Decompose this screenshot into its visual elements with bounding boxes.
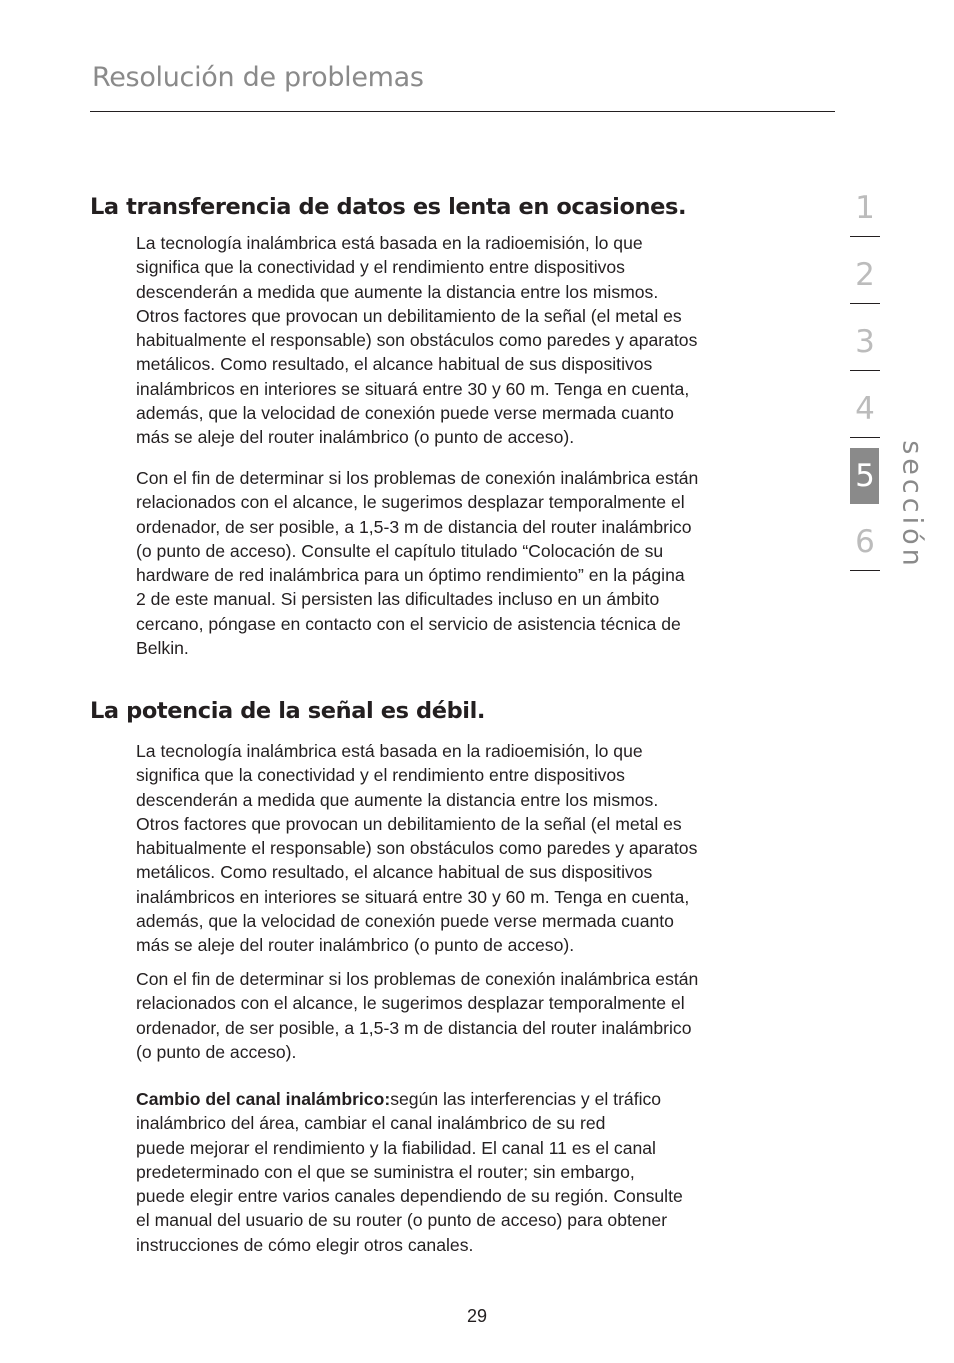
paragraph (136, 466, 801, 660)
section-nav-item-5-active[interactable] (850, 448, 880, 504)
text-line: relacionados con el alcance, le sugerimos desplazar temporalmente el (136, 993, 685, 1014)
text-line: metálicos. Como resultado, el alcance habitual de sus dispositivos (136, 862, 653, 883)
text-line: Con el fin de determinar si los problemas de conexión inalámbrica están (136, 468, 699, 488)
text-line: Otros factores que provocan un debilitamiento de la señal (el metal es (136, 305, 682, 326)
section-nav-item-3[interactable] (850, 314, 880, 371)
section-number: 2 (855, 257, 875, 293)
text-line: descenderán a medida que aumente la distancia entre los mismos. (136, 789, 659, 810)
text-line: puede mejorar el rendimiento y la fiabilidad. El canal 11 es el canal (136, 1137, 656, 1158)
section-side-label: sección (896, 440, 928, 570)
text-line: además, que la velocidad de conexión puede verse mermada cuanto (136, 403, 674, 424)
page-number: 29 (466, 1306, 488, 1326)
text-line: ordenador, de ser posible, a 1,5-3 m de distancia del router inalámbrico (136, 516, 692, 537)
text-line: La tecnología inalámbrica está basada en la radioemisión, lo que (136, 741, 643, 761)
text-line: Belkin. (136, 638, 189, 659)
section-heading-slow-transfer: La transferencia de datos es lenta en ocasiones. (90, 194, 687, 220)
section-nav-item-4[interactable] (850, 381, 880, 438)
section-number: 4 (855, 391, 875, 427)
text-line: cercano, póngase en contacto con el servicio de asistencia técnica de (136, 613, 681, 634)
note-paragraph-channel-change (136, 1087, 801, 1257)
text-line: Otros factores que provocan un debilitamiento de la señal (el metal es (136, 813, 682, 834)
text-line: más se aleje del router inalámbrico (o punto de acceso). (136, 427, 575, 448)
text-line: inalámbrico del área, cambiar el canal inalámbrico de su red (136, 1113, 606, 1134)
paragraph (136, 231, 801, 450)
text-line: La tecnología inalámbrica está basada en la radioemisión, lo que (136, 233, 643, 253)
text-line: hardware de red inalámbrica para un óptimo rendimiento” en la página (136, 565, 685, 586)
text-line (136, 1087, 801, 1111)
section-nav-item-2[interactable] (850, 247, 880, 304)
text-line: inalámbricos en interiores se situará entre 30 y 60 m. Tenga en cuenta, (136, 886, 690, 907)
text-line: metálicos. Como resultado, el alcance habitual de sus dispositivos (136, 354, 653, 375)
text-line: además, que la velocidad de conexión puede verse mermada cuanto (136, 911, 674, 932)
section-number: 5 (855, 458, 875, 494)
text-line: habitualmente el responsable) son obstáculos como paredes y aparatos (136, 330, 698, 351)
text-line: ordenador, de ser posible, a 1,5-3 m de distancia del router inalámbrico (136, 1017, 692, 1038)
section-number: 3 (855, 324, 875, 360)
text-line: el manual del usuario de su router (o punto de acceso) para obtener (136, 1210, 668, 1231)
text-line: significa que la conectividad y el rendimiento entre dispositivos (136, 765, 625, 786)
section-number: 1 (855, 190, 875, 226)
text-line: habitualmente el responsable) son obstáculos como paredes y aparatos (136, 838, 698, 859)
paragraph (136, 967, 801, 1064)
text-line: predeterminado con el que se suministra el router; sin embargo, (136, 1161, 635, 1182)
note-first-line: según las interferencias y el tráfico (390, 1089, 662, 1109)
header-rule (90, 111, 835, 112)
section-nav-item-1[interactable] (850, 180, 880, 237)
text-line: (o punto de acceso). Consulte el capítulo titulado “Colocación de su (136, 540, 664, 561)
text-line: relacionados con el alcance, le sugerimos desplazar temporalmente el (136, 492, 685, 513)
text-line: instrucciones de cómo elegir otros canales. (136, 1234, 474, 1255)
text-line: puede elegir entre varios canales dependiendo de su región. Consulte (136, 1186, 683, 1207)
note-label: Cambio del canal inalámbrico: (136, 1089, 391, 1109)
section-number: 6 (855, 524, 875, 560)
text-line: 2 de este manual. Si persisten las dificultades incluso en un ámbito (136, 589, 660, 610)
text-line: inalámbricos en interiores se situará entre 30 y 60 m. Tenga en cuenta, (136, 378, 690, 399)
section-heading-weak-signal: La potencia de la señal es débil. (90, 698, 486, 724)
running-header-title: Resolución de problemas (92, 62, 424, 93)
text-line: descenderán a medida que aumente la distancia entre los mismos. (136, 281, 659, 302)
text-line: (o punto de acceso). (136, 1041, 297, 1062)
paragraph (136, 739, 801, 958)
text-line: más se aleje del router inalámbrico (o punto de acceso). (136, 935, 575, 956)
text-line: significa que la conectividad y el rendimiento entre dispositivos (136, 257, 625, 278)
section-nav-item-6[interactable] (850, 514, 880, 571)
text-line: Con el fin de determinar si los problemas de conexión inalámbrica están (136, 969, 699, 989)
